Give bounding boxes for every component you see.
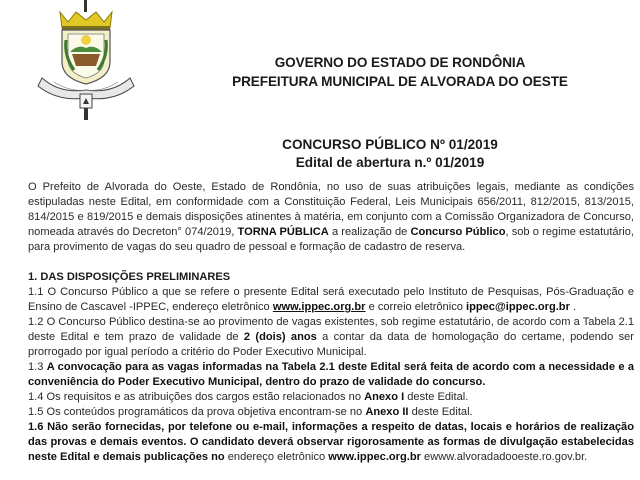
header-municipality: PREFEITURA MUNICIPAL DE ALVORADA DO OESTE — [232, 74, 568, 89]
ippec-website-link[interactable]: www.ippec.org.br — [272, 301, 366, 313]
document-body — [28, 180, 634, 465]
item-text: 1.4 Os requisitos e as atribuições dos cargos estão relacionados no — [28, 391, 365, 403]
concurso-title: CONCURSO PÚBLICO Nº 01/2019 — [282, 137, 498, 152]
item-text: a contar da data de homologação do certame, podendo ser prorrogado por igual período a critério do Poder Executivo Municipal. — [28, 331, 634, 358]
header-state: GOVERNO DO ESTADO DE RONDÔNIA — [274, 55, 526, 70]
intro-text: , sob o regime estatutário, para provimento de vagas do seu quadro de pessoal e formação de cadastro de reserva. — [28, 226, 635, 253]
item-text: 1.2 O Concurso Público destina-se ao provimento de vagas existentes, sob regime estatutário, de acordo com a Tabela 2.1 deste Edital e tem prazo de validade de — [28, 316, 634, 343]
document-header — [180, 53, 620, 91]
item-1-4 — [28, 390, 634, 405]
intro-bold-concurso: Concurso Público — [410, 226, 506, 238]
item-1-5 — [28, 405, 634, 420]
item-1-2 — [28, 315, 634, 360]
annex-i-ref: Anexo I — [364, 391, 405, 403]
annex-ii-ref: Anexo II — [365, 406, 409, 418]
item-text: e correio eletrônico — [365, 301, 466, 313]
ippec-email[interactable]: ippec@ippec.org.br — [466, 301, 570, 313]
item-1-6 — [28, 420, 634, 465]
coat-of-arms-icon — [30, 0, 142, 128]
item-text: deste Edital. — [404, 391, 469, 403]
item-1-3 — [28, 360, 634, 390]
intro-text: O Prefeito de Alvorada do Oeste, Estado de Rondônia, no uso de suas atribuições legais, mediante as condições estipuladas neste Edital, em conformidade com a Constituição Federal, Leis Municipais 656/2011, 812/2015, 813/2015, 814/2015 e 819/2015 e demais disposições atinentes à matéria, em conjunto com a Comissão Organizadora de Concurso, nomeada através do Decreton° 074/2019, — [28, 181, 634, 238]
alvorada-website-text: ewww.alvoradadooeste.ro.gov.br. — [420, 451, 588, 463]
item-text: 1.1 O Concurso Público a que se refere o presente Edital será executado pelo Instituto de Pesquisas, Pós-Graduação e Ensino de Cascavel -IPPEC, endereço eletrônico — [28, 286, 634, 313]
section-title: 1. DAS DISPOSIÇÕES PRELIMINARES — [28, 271, 231, 283]
ippec-website-link-2[interactable]: www.ippec.org.br — [328, 451, 421, 463]
document-titles — [180, 136, 600, 172]
intro-text: a realização de — [328, 226, 411, 238]
item-bold-text: 1.6 Não serão fornecidas, por telefone ou e-mail, informações a respeito de datas, locais e horários de realização das provas e demais eventos. O candidato deverá observar rigorosamente as formas de divulgação estabelecidas neste Edital e demais publicações no — [28, 421, 634, 463]
item-1-1 — [28, 285, 634, 315]
item-text: . — [569, 301, 577, 313]
intro-bold-torna-publica: TORNA PÚBLICA — [237, 226, 329, 238]
item-text: endereço eletrônico — [224, 451, 329, 463]
intro-paragraph — [28, 180, 634, 255]
item-bold-text: A convocação para as vagas informadas na Tabela 2.1 deste Edital será feita de acordo com a necessidade e a conveniência do Poder Executivo Municipal, dentro do prazo de validade do concurso. — [28, 361, 634, 388]
item-number: 1.3 — [28, 361, 47, 373]
item-text: 1.5 Os conteúdos programáticos da prova objetiva encontram-se no — [28, 406, 366, 418]
validity-period: 2 (dois) anos — [243, 331, 317, 343]
edital-title: Edital de abertura n.º 01/2019 — [295, 155, 485, 170]
item-text: deste Edital. — [408, 406, 473, 418]
